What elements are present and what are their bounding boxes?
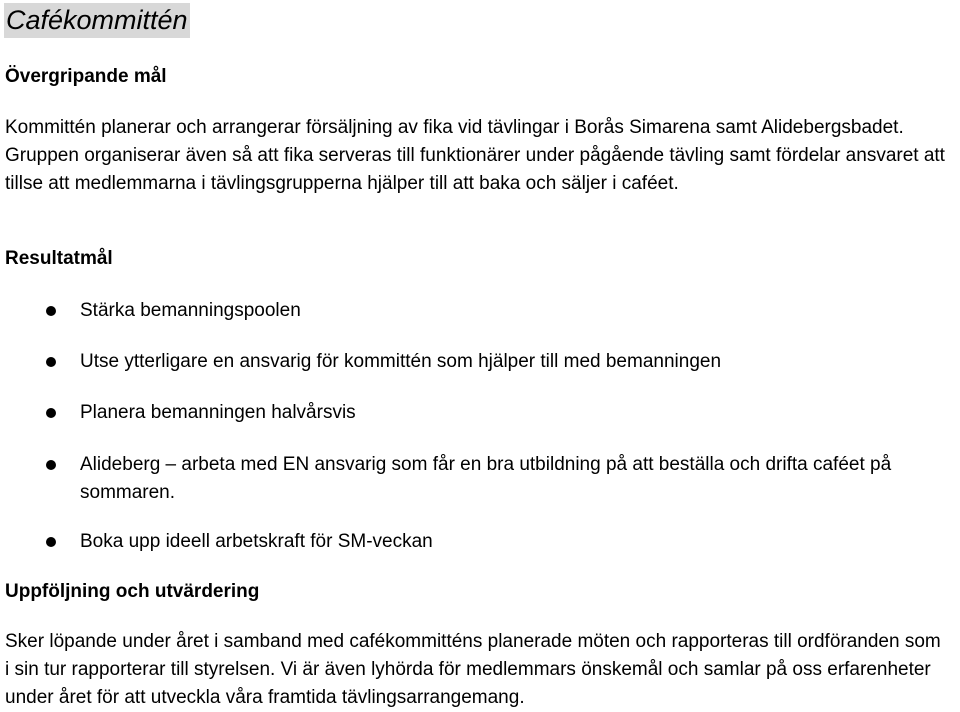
section-heading-result-goals: Resultatmål (5, 248, 113, 269)
bullet-icon (46, 537, 56, 547)
section-text-follow-up: Sker löpande under året i samband med cafékommitténs planerade möten och rapporteras till ordföranden som i sin tur rapporterar till styrelsen. Vi är även lyhörda för medlemmars önskemål och samlar på oss erfarenheter under året för att utveckla våra framtida tävlingsarrangemang. (5, 631, 941, 708)
section-heading-overall-goal: Övergripande mål (5, 66, 167, 87)
bullet-icon (46, 460, 56, 470)
document-title: Cafékommittén (4, 3, 190, 38)
bullet-icon (46, 306, 56, 316)
section-heading-follow-up: Uppföljning och utvärdering (5, 581, 260, 602)
goal-list-item: Utse ytterligare en ansvarig för kommittén som hjälper till med bemanningen (80, 351, 722, 372)
section-text-overall-goal: Kommittén planerar och arrangerar försäljning av fika vid tävlingar i Borås Simarena samt Alidebergsbadet. Gruppen organiserar även så att fika serveras till funktionärer under pågående tävling samt fördelar ansvaret att tillse att medlemmarna i tävlingsgrupperna hjälper till att baka och säljer i caféet. (5, 117, 945, 194)
goal-list-item: Boka upp ideell arbetskraft för SM-veckan (80, 531, 433, 552)
goal-list-item: Alideberg – arbeta med EN ansvarig som får en bra utbildning på att beställa och drifta caféet på sommaren. (80, 454, 892, 503)
bullet-icon (46, 357, 56, 367)
goal-list-item: Planera bemanningen halvårsvis (80, 402, 356, 423)
goal-list-item: Stärka bemanningspoolen (80, 300, 301, 321)
bullet-icon (46, 408, 56, 418)
